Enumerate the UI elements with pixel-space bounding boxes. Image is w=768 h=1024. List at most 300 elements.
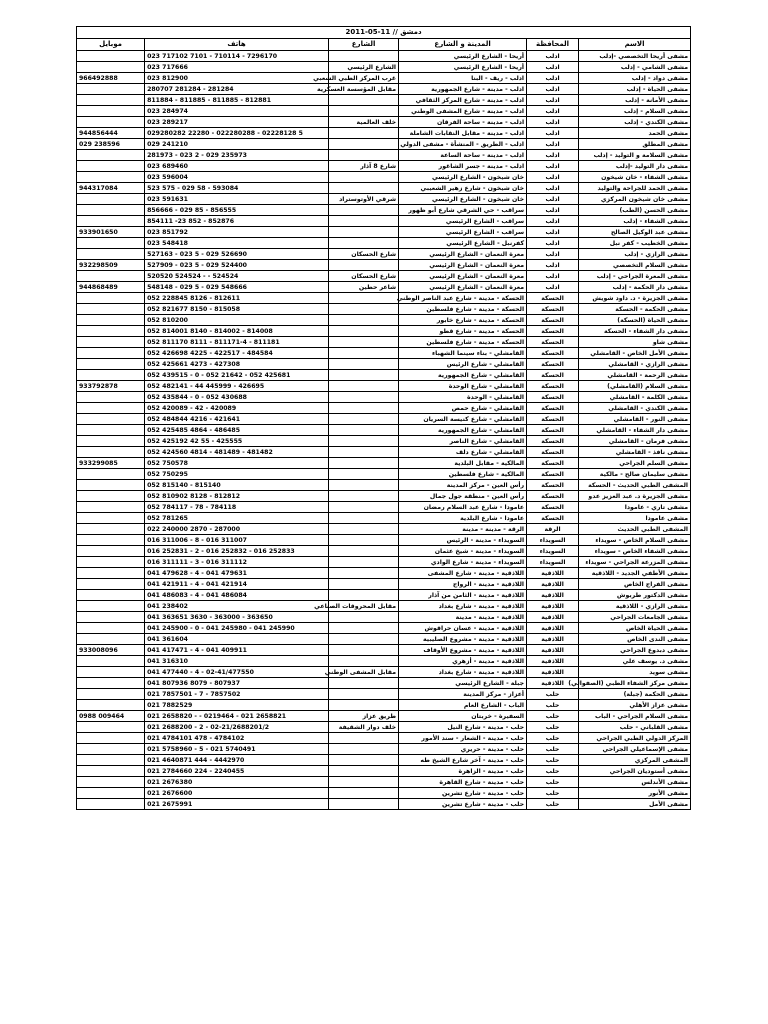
mobile-cell: 029 238596 bbox=[77, 139, 145, 150]
phone-cell: 023 689460 bbox=[145, 161, 329, 172]
table-row bbox=[77, 755, 691, 766]
table-row bbox=[77, 183, 691, 194]
governorate-cell: ادلب bbox=[527, 205, 579, 216]
mobile-cell bbox=[77, 788, 145, 799]
mobile-cell bbox=[77, 579, 145, 590]
street-cell bbox=[329, 788, 399, 799]
phone-cell: 520520 524524 - - 524524 bbox=[145, 271, 329, 282]
governorate-cell: الحسكة bbox=[527, 458, 579, 469]
governorate-cell: اللاذقية bbox=[527, 667, 579, 678]
hospital-name-cell: المشفى المركزي bbox=[579, 755, 691, 766]
city-street-cell: معرة النعمان - الشارع الرئيسي bbox=[399, 282, 527, 293]
hospital-name-cell: مشفى القلباني - حلب bbox=[579, 722, 691, 733]
mobile-cell: 944317084 bbox=[77, 183, 145, 194]
mobile-cell bbox=[77, 370, 145, 381]
governorate-cell: اللاذقية bbox=[527, 579, 579, 590]
table-row bbox=[77, 557, 691, 568]
governorate-cell: الحسكة bbox=[527, 337, 579, 348]
phone-cell: 023 596004 bbox=[145, 172, 329, 183]
governorate-cell: اللاذقية bbox=[527, 678, 579, 689]
hospital-name-cell: المشفى الطبي الحديث bbox=[579, 524, 691, 535]
mobile-cell: 944856444 bbox=[77, 128, 145, 139]
street-cell bbox=[329, 337, 399, 348]
phone-cell: 016 252831 - 2 - 016 252832 - 016 252833 bbox=[145, 546, 329, 557]
street-cell: شارع الحسكان bbox=[329, 271, 399, 282]
phone-cell: 021 2676380 bbox=[145, 777, 329, 788]
phone-cell: 041 363651 3630 - 363000 - 363650 bbox=[145, 612, 329, 623]
hospital-name-cell: مشفى د. يوسف علي bbox=[579, 656, 691, 667]
hospital-name-cell: مشفى الرازي - إدلب bbox=[579, 249, 691, 260]
street-cell bbox=[329, 447, 399, 458]
table-row bbox=[77, 722, 691, 733]
city-street-cell: ادلب - مدينة - ساحة الفرقان bbox=[399, 117, 527, 128]
header-name: الاسم bbox=[579, 39, 691, 51]
city-street-cell: خان شيخون - شارع زهير الشعيبي bbox=[399, 183, 527, 194]
governorate-cell: اللاذقية bbox=[527, 612, 579, 623]
mobile-cell bbox=[77, 194, 145, 205]
mobile-cell bbox=[77, 51, 145, 62]
phone-cell: 023 284974 bbox=[145, 106, 329, 117]
street-cell bbox=[329, 557, 399, 568]
table-row bbox=[77, 568, 691, 579]
governorate-cell: اللاذقية bbox=[527, 568, 579, 579]
mobile-cell bbox=[77, 62, 145, 73]
city-street-cell: القامشلي - شارع كنيسة السريان bbox=[399, 414, 527, 425]
city-street-cell: كفرنبل - الشارع الرئيسي bbox=[399, 238, 527, 249]
hospital-name-cell: مشفى السلام (القامشلي) bbox=[579, 381, 691, 392]
street-cell bbox=[329, 348, 399, 359]
city-street-cell: الحسكة - مدينة - شارع قطو bbox=[399, 326, 527, 337]
phone-cell: 811884 - 811885 - 811885 - 812881 bbox=[145, 95, 329, 106]
hospital-name-cell: مشفى الكندي - القامشلي bbox=[579, 403, 691, 414]
mobile-cell bbox=[77, 678, 145, 689]
table-row bbox=[77, 337, 691, 348]
phone-cell: 856666 - 029 85 - 856555 bbox=[145, 205, 329, 216]
mobile-cell bbox=[77, 535, 145, 546]
mobile-cell bbox=[77, 238, 145, 249]
governorate-cell: حلب bbox=[527, 733, 579, 744]
table-row bbox=[77, 766, 691, 777]
city-street-cell: رأس العين - مركز المدينة bbox=[399, 480, 527, 491]
hospital-name-cell: مشفى خان شيخون المركزي bbox=[579, 194, 691, 205]
phone-cell: 041 417471 - 4 - 041 409911 bbox=[145, 645, 329, 656]
table-row bbox=[77, 667, 691, 678]
table-row bbox=[77, 238, 691, 249]
governorate-cell: ادلب bbox=[527, 194, 579, 205]
street-cell bbox=[329, 656, 399, 667]
phone-cell: 021 2784660 224 - 2240455 bbox=[145, 766, 329, 777]
governorate-cell: الحسكة bbox=[527, 370, 579, 381]
governorate-cell: الرقة bbox=[527, 524, 579, 535]
mobile-cell: 933901650 bbox=[77, 227, 145, 238]
governorate-cell: الحسكة bbox=[527, 513, 579, 524]
table-row bbox=[77, 205, 691, 216]
mobile-cell bbox=[77, 447, 145, 458]
hospital-name-cell: مشفى الحمد bbox=[579, 128, 691, 139]
hospital-name-cell: مشفى الرازي - اللاذقية bbox=[579, 601, 691, 612]
street-cell: خلف دوار الشقيفة bbox=[329, 722, 399, 733]
hospital-name-cell: مشفى السلام التخصصي bbox=[579, 260, 691, 271]
governorate-cell: الحسكة bbox=[527, 436, 579, 447]
city-street-cell: ادلب - الطريق - المنشأة - مشفى الدولي bbox=[399, 139, 527, 150]
table-row bbox=[77, 678, 691, 689]
street-cell: غرب المركز الطبي الشعبي bbox=[329, 73, 399, 84]
street-cell bbox=[329, 304, 399, 315]
phone-cell: 854111 -23 852 - 852876 bbox=[145, 216, 329, 227]
phone-cell: 281973 - 023 2 - 029 235973 bbox=[145, 150, 329, 161]
table-row bbox=[77, 788, 691, 799]
street-cell bbox=[329, 51, 399, 62]
city-street-cell: اللاذقية - مدينة - عسان حراقوش bbox=[399, 623, 527, 634]
phone-cell: 016 311006 - 8 - 016 311007 bbox=[145, 535, 329, 546]
hospital-name-cell: مشفى الجزيرة - د. داود شويش bbox=[579, 293, 691, 304]
phone-cell: 041 477440 - 4 - 02-41/477550 bbox=[145, 667, 329, 678]
city-street-cell: الباب - الشارع العام bbox=[399, 700, 527, 711]
street-cell bbox=[329, 326, 399, 337]
mobile-cell: 933008096 bbox=[77, 645, 145, 656]
table-row bbox=[77, 546, 691, 557]
mobile-cell: 0988 009464 bbox=[77, 711, 145, 722]
phone-cell: 021 7882529 bbox=[145, 700, 329, 711]
governorate-cell: ادلب bbox=[527, 249, 579, 260]
hospital-name-cell: مشفى نافذ - القامشلي bbox=[579, 447, 691, 458]
table-row bbox=[77, 84, 691, 95]
hospital-name-cell: مشفى دار الحكمة - إدلب bbox=[579, 282, 691, 293]
mobile-cell bbox=[77, 293, 145, 304]
city-street-cell: معرة النعمان - الشارع الرئيسي bbox=[399, 249, 527, 260]
street-cell bbox=[329, 370, 399, 381]
governorate-cell: ادلب bbox=[527, 128, 579, 139]
mobile-cell bbox=[77, 502, 145, 513]
table-row bbox=[77, 601, 691, 612]
hospital-name-cell: مشفى الأندلس bbox=[579, 777, 691, 788]
city-street-cell: اللاذقية - مدينة - مشروع الأوقاف bbox=[399, 645, 527, 656]
hospital-name-cell: مشفى أستوديان الجراحي bbox=[579, 766, 691, 777]
street-cell bbox=[329, 139, 399, 150]
table-row bbox=[77, 579, 691, 590]
street-cell bbox=[329, 205, 399, 216]
table-row bbox=[77, 304, 691, 315]
phone-cell: 052 814001 8140 - 814002 - 814008 bbox=[145, 326, 329, 337]
street-cell bbox=[329, 579, 399, 590]
city-street-cell: القامشلي - شارع حمص bbox=[399, 403, 527, 414]
governorate-cell: ادلب bbox=[527, 150, 579, 161]
table-row bbox=[77, 414, 691, 425]
governorate-cell: ادلب bbox=[527, 95, 579, 106]
governorate-cell: اللاذقية bbox=[527, 634, 579, 645]
street-cell bbox=[329, 260, 399, 271]
hospital-name-cell: مشفى دبدوع الجراحي bbox=[579, 645, 691, 656]
city-street-cell: رأس العين - منطقة جول جمال bbox=[399, 491, 527, 502]
hospital-name-cell: مشفى الشفاء - إدلب bbox=[579, 216, 691, 227]
phone-cell: 052 482141 - 44 445999 - 426695 bbox=[145, 381, 329, 392]
city-street-cell: اللاذقية - مدينة - أزهري bbox=[399, 656, 527, 667]
hospital-name-cell: مشفى السلام الجراحي - الباب bbox=[579, 711, 691, 722]
governorate-cell: ادلب bbox=[527, 73, 579, 84]
street-cell: شارع 8 آذار bbox=[329, 161, 399, 172]
street-cell bbox=[329, 645, 399, 656]
phone-cell: 041 238402 bbox=[145, 601, 329, 612]
phone-cell: 052 484844 4216 - 421641 bbox=[145, 414, 329, 425]
governorate-cell: الحسكة bbox=[527, 359, 579, 370]
street-cell bbox=[329, 777, 399, 788]
phone-cell: 021 4640871 444 - 4442970 bbox=[145, 755, 329, 766]
city-street-cell: السفيرة - خربتان bbox=[399, 711, 527, 722]
city-street-cell: اللاذقية - مدينة - شارع بغداد bbox=[399, 667, 527, 678]
mobile-cell bbox=[77, 755, 145, 766]
street-cell bbox=[329, 678, 399, 689]
mobile-cell bbox=[77, 513, 145, 524]
mobile-cell bbox=[77, 700, 145, 711]
mobile-cell bbox=[77, 315, 145, 326]
governorate-cell: ادلب bbox=[527, 106, 579, 117]
hospital-name-cell: مشفى الشامي - إدلب bbox=[579, 62, 691, 73]
table-row bbox=[77, 689, 691, 700]
city-street-cell: سراقب - الشارع الرئيسي bbox=[399, 227, 527, 238]
city-street-cell: الحسكة - مدينة - شارع عبد الناصر الوطني bbox=[399, 293, 527, 304]
street-cell bbox=[329, 425, 399, 436]
phone-cell: 052 425192 42 55 - 425555 bbox=[145, 436, 329, 447]
governorate-cell: حلب bbox=[527, 689, 579, 700]
city-street-cell: ادلب - مدينة - شارع الجمهورية bbox=[399, 84, 527, 95]
table-row bbox=[77, 634, 691, 645]
table-row bbox=[77, 249, 691, 260]
street-cell bbox=[329, 128, 399, 139]
hospital-name-cell: مشفى دار الشفاء - القامشلي bbox=[579, 425, 691, 436]
phone-cell: 041 421911 - 4 - 041 421914 bbox=[145, 579, 329, 590]
city-street-cell: معرة النعمان - الشارع الرئيسي bbox=[399, 260, 527, 271]
hospital-name-cell: مشفى الحياة - إدلب bbox=[579, 84, 691, 95]
page-title: دمشق // 11-05-2011 bbox=[77, 27, 691, 39]
table-row bbox=[77, 799, 691, 810]
phone-cell: 021 2688200 - 2 - 02-21/2688201/2 bbox=[145, 722, 329, 733]
mobile-cell bbox=[77, 205, 145, 216]
hospital-name-cell: مشفى الرحمة - القامشلي bbox=[579, 370, 691, 381]
city-street-cell: معرة النعمان - الشارع الرئيسي bbox=[399, 271, 527, 282]
governorate-cell: اللاذقية bbox=[527, 601, 579, 612]
street-cell bbox=[329, 392, 399, 403]
table-row bbox=[77, 216, 691, 227]
table-row bbox=[77, 161, 691, 172]
street-cell bbox=[329, 403, 399, 414]
city-street-cell: حلب - مدينة - شارع تشرين bbox=[399, 788, 527, 799]
governorate-cell: حلب bbox=[527, 755, 579, 766]
mobile-cell bbox=[77, 524, 145, 535]
governorate-cell: ادلب bbox=[527, 216, 579, 227]
table-row bbox=[77, 700, 691, 711]
phone-cell: 021 7857501 - 7 - 7857502 bbox=[145, 689, 329, 700]
governorate-cell: السويداء bbox=[527, 535, 579, 546]
street-cell: شاعر حطين bbox=[329, 282, 399, 293]
phone-cell: 280707 281284 - 281284 bbox=[145, 84, 329, 95]
header-phone: هاتف bbox=[145, 39, 329, 51]
city-street-cell: سراقب - حي الشرقي شارع أبو ظهور bbox=[399, 205, 527, 216]
street-cell bbox=[329, 458, 399, 469]
hospital-name-cell: مشفى الشفاء الخاص - سويداء bbox=[579, 546, 691, 557]
governorate-cell: الحسكة bbox=[527, 425, 579, 436]
city-street-cell: القامشلي - شارع الجمهورية bbox=[399, 425, 527, 436]
mobile-cell bbox=[77, 568, 145, 579]
mobile-cell bbox=[77, 150, 145, 161]
hospital-name-cell: مشفى عزاز الأهلي bbox=[579, 700, 691, 711]
mobile-cell bbox=[77, 799, 145, 810]
city-street-cell: خان شيخون - الشارع الرئيسي bbox=[399, 172, 527, 183]
phone-cell: 527909 - 023 5 - 029 524400 bbox=[145, 260, 329, 271]
mobile-cell bbox=[77, 337, 145, 348]
phone-cell: 052 425661 4273 - 427308 bbox=[145, 359, 329, 370]
city-street-cell: القامشلي - بناء سينما الشهباء bbox=[399, 348, 527, 359]
mobile-cell bbox=[77, 216, 145, 227]
governorate-cell: الحسكة bbox=[527, 491, 579, 502]
table-row bbox=[77, 590, 691, 601]
governorate-cell: حلب bbox=[527, 766, 579, 777]
mobile-cell bbox=[77, 106, 145, 117]
street-cell bbox=[329, 436, 399, 447]
city-street-cell: حلب - مدينة - شارع النيل bbox=[399, 722, 527, 733]
mobile-cell: 933792878 bbox=[77, 381, 145, 392]
street-cell: مقابل المشفى الوطني bbox=[329, 667, 399, 678]
phone-cell: 023 851792 bbox=[145, 227, 329, 238]
city-street-cell: سراقب - الشارع الرئيسي bbox=[399, 216, 527, 227]
city-street-cell: الرقة - مدينة - مدينة bbox=[399, 524, 527, 535]
mobile-cell bbox=[77, 392, 145, 403]
mobile-cell bbox=[77, 403, 145, 414]
street-cell bbox=[329, 546, 399, 557]
hospital-name-cell: مشفى الندى الخاص bbox=[579, 634, 691, 645]
city-street-cell: حلب - مدينة - حريري bbox=[399, 744, 527, 755]
table-row bbox=[77, 370, 691, 381]
hospital-name-cell: مشفى الحياة الخاص bbox=[579, 623, 691, 634]
governorate-cell: الحسكة bbox=[527, 392, 579, 403]
table-row bbox=[77, 194, 691, 205]
governorate-cell: الحسكة bbox=[527, 469, 579, 480]
street-cell: الشارع الرئيسي bbox=[329, 62, 399, 73]
mobile-cell bbox=[77, 601, 145, 612]
street-cell bbox=[329, 590, 399, 601]
mobile-cell: 932298509 bbox=[77, 260, 145, 271]
city-street-cell: الحسكة - مدينة - شارع فلسطين bbox=[399, 337, 527, 348]
street-cell bbox=[329, 183, 399, 194]
table-row bbox=[77, 524, 691, 535]
phone-cell: 052 784117 - 78 - 784118 bbox=[145, 502, 329, 513]
mobile-cell bbox=[77, 777, 145, 788]
table-row bbox=[77, 645, 691, 656]
street-cell bbox=[329, 293, 399, 304]
city-street-cell: السويداء - مدينة - الرئيس bbox=[399, 535, 527, 546]
table-row bbox=[77, 315, 691, 326]
governorate-cell: اللاذقية bbox=[527, 656, 579, 667]
governorate-cell: اللاذقية bbox=[527, 590, 579, 601]
governorate-cell: ادلب bbox=[527, 139, 579, 150]
city-street-cell: القامشلي - شارع الوحدة bbox=[399, 381, 527, 392]
city-street-cell: ادلب - ريف - البنا bbox=[399, 73, 527, 84]
phone-cell: 052 425485 4864 - 486485 bbox=[145, 425, 329, 436]
hospital-name-cell: مشفى الإسماعيلي الجراحي bbox=[579, 744, 691, 755]
governorate-cell: الحسكة bbox=[527, 304, 579, 315]
city-street-cell: أعزاز - مركز المدينة bbox=[399, 689, 527, 700]
mobile-cell bbox=[77, 117, 145, 128]
street-cell bbox=[329, 414, 399, 425]
hospital-name-cell: مشفى الأمل الخاص - القامشلي bbox=[579, 348, 691, 359]
street-cell bbox=[329, 227, 399, 238]
street-cell bbox=[329, 502, 399, 513]
mobile-cell: 966492888 bbox=[77, 73, 145, 84]
city-street-cell: ادلب - مدينة - ساحة الساعة bbox=[399, 150, 527, 161]
city-street-cell: اللاذقية - مدينة - مدينة bbox=[399, 612, 527, 623]
mobile-cell bbox=[77, 84, 145, 95]
table-row bbox=[77, 139, 691, 150]
street-cell bbox=[329, 524, 399, 535]
street-cell bbox=[329, 755, 399, 766]
hospital-name-cell: مشفى الجزيرة د. عبد العزيز عدو bbox=[579, 491, 691, 502]
table-row bbox=[77, 51, 691, 62]
hospital-name-cell: مشفى المعرة الجراحي - إدلب bbox=[579, 271, 691, 282]
table-row bbox=[77, 392, 691, 403]
hospital-name-cell: مشفى سليمان صالح - مالكية bbox=[579, 469, 691, 480]
city-street-cell: حلب - مدينة - شارع القاهرة bbox=[399, 777, 527, 788]
table-row bbox=[77, 711, 691, 722]
governorate-cell: اللاذقية bbox=[527, 623, 579, 634]
governorate-cell: الحسكة bbox=[527, 414, 579, 425]
mobile-cell bbox=[77, 623, 145, 634]
street-cell bbox=[329, 172, 399, 183]
hospital-name-cell: مشفى الأطفي الجديد - اللاذقية bbox=[579, 568, 691, 579]
table-row bbox=[77, 282, 691, 293]
street-cell: طريق عزاز bbox=[329, 711, 399, 722]
phone-cell: 052 750578 bbox=[145, 458, 329, 469]
mobile-cell bbox=[77, 480, 145, 491]
phone-cell: 052 811170 8111 - 811171-4 - 811181 bbox=[145, 337, 329, 348]
hospital-name-cell: مشفى السلام - إدلب bbox=[579, 106, 691, 117]
governorate-cell: حلب bbox=[527, 777, 579, 788]
table-body bbox=[77, 51, 691, 810]
governorate-cell: السويداء bbox=[527, 557, 579, 568]
street-cell bbox=[329, 634, 399, 645]
city-street-cell: أريحا - الشارع الرئيسي bbox=[399, 51, 527, 62]
mobile-cell: 944868489 bbox=[77, 282, 145, 293]
city-street-cell: اللاذقية - مدينة - مشروع الصليبية bbox=[399, 634, 527, 645]
phone-cell: 523 575 - 029 58 - 593084 bbox=[145, 183, 329, 194]
city-street-cell: عامودا - شارع عبد السلام رمضان bbox=[399, 502, 527, 513]
city-street-cell: اللاذقية - مدينة - الثامن من آذار bbox=[399, 590, 527, 601]
street-cell bbox=[329, 766, 399, 777]
street-cell bbox=[329, 469, 399, 480]
table-row bbox=[77, 491, 691, 502]
hospital-name-cell: المشفى الطبي الحديث - الحسكة bbox=[579, 480, 691, 491]
governorate-cell: ادلب bbox=[527, 84, 579, 95]
governorate-cell: حلب bbox=[527, 700, 579, 711]
header-street: الشارع bbox=[329, 39, 399, 51]
phone-cell: 041 479628 - 4 - 041 479631 bbox=[145, 568, 329, 579]
governorate-cell: حلب bbox=[527, 711, 579, 722]
phone-cell: 021 4784101 478 - 4784102 bbox=[145, 733, 329, 744]
phone-cell: 021 2675991 bbox=[145, 799, 329, 810]
table-row bbox=[77, 62, 691, 73]
street-cell bbox=[329, 612, 399, 623]
header-row bbox=[77, 39, 691, 51]
hospital-name-cell: مشفى المطلق bbox=[579, 139, 691, 150]
phone-cell: 052 815140 - 815140 bbox=[145, 480, 329, 491]
street-cell bbox=[329, 315, 399, 326]
table-row bbox=[77, 425, 691, 436]
header-governorate: المحافظة bbox=[527, 39, 579, 51]
mobile-cell bbox=[77, 656, 145, 667]
hospital-name-cell: مشفى الجامعات الجراحي bbox=[579, 612, 691, 623]
table-row bbox=[77, 469, 691, 480]
mobile-cell bbox=[77, 172, 145, 183]
street-cell: مقابل المؤسسة العسكرية bbox=[329, 84, 399, 95]
phone-cell: 052 781265 bbox=[145, 513, 329, 524]
